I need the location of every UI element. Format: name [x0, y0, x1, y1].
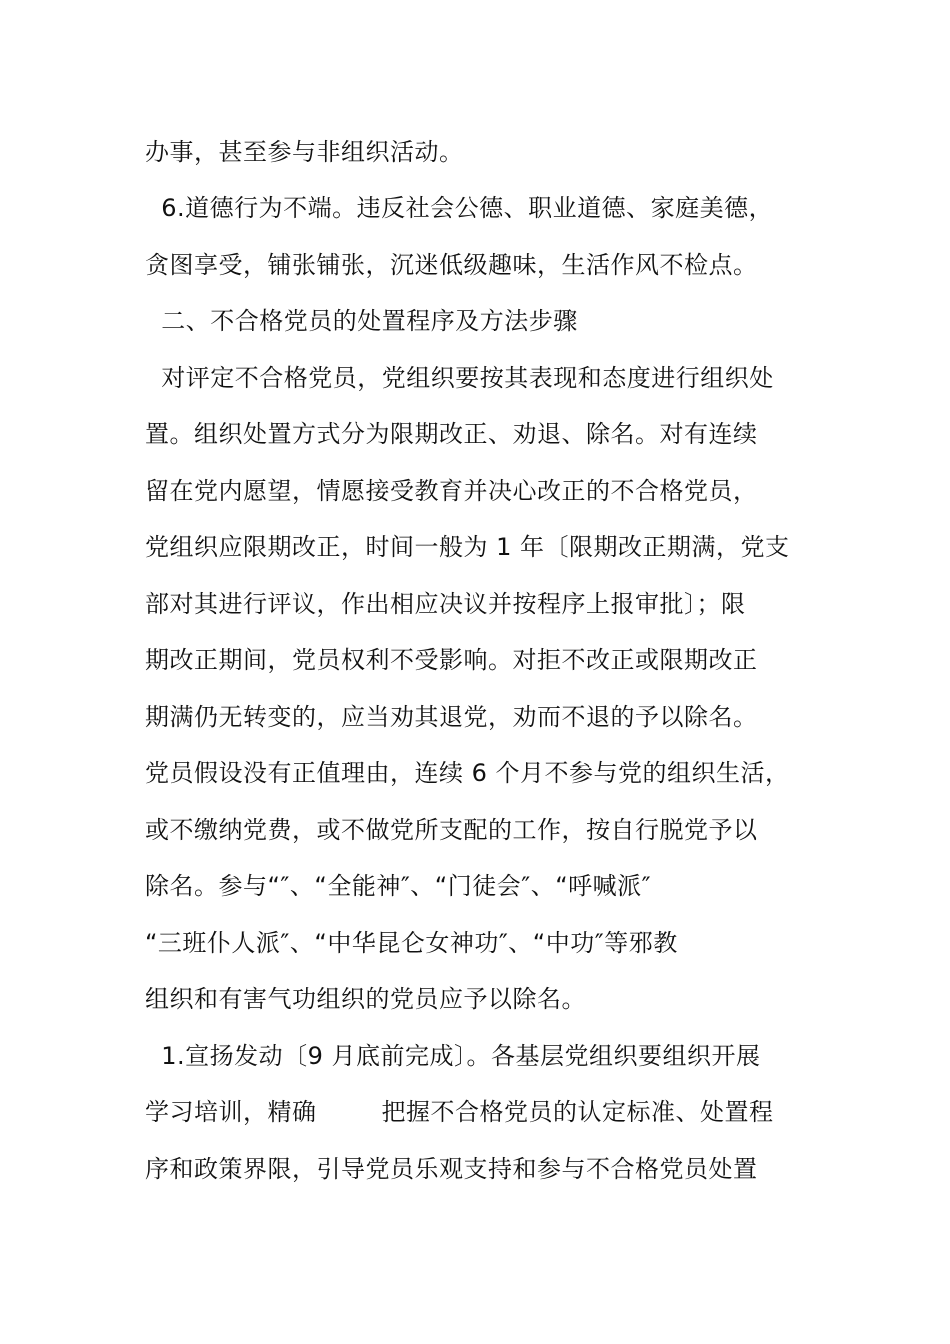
text-line: 期满仍无转变的，应当劝其退党，劝而不退的予以除名。 [145, 703, 758, 731]
text-line: 党员假设没有正值理由，连续 6 个月不参与党的组织生活， [145, 759, 790, 787]
text-line: 党组织应限期改正，时间一般为 1 年〔限期改正期满，党支 [145, 533, 790, 561]
text-line: 6.道德行为不端。违反社会公德、职业道德、家庭美德， [145, 194, 774, 222]
text-line: 或不缴纳党费，或不做党所支配的工作，按自行脱党予以 [145, 816, 758, 844]
text-line: “三班仆人派″、“中华昆仑女神功″、“中功″等邪教 [145, 929, 678, 957]
text-line: 部对其进行评议，作出相应决议并按程序上报审批〕；限 [145, 590, 746, 618]
text-line: 贪图享受，铺张铺张，沉迷低级趣味，生活作风不检点。 [145, 251, 758, 279]
text-line: 办事，甚至参与非组织活动。 [145, 138, 464, 166]
text-line: 学习培训，精确 把握不合格党员的认定标准、处置程 [145, 1098, 774, 1126]
text-line: 留在党内愿望，情愿接受教育并决心改正的不合格党员， [145, 477, 758, 505]
text-line: 1.宣扬发动〔9 月底前完成〕。各基层党组织要组织开展 [145, 1042, 761, 1070]
text-line: 序和政策界限，引导党员乐观支持和参与不合格党员处置 [145, 1155, 758, 1183]
section-heading: 二、不合格党员的处置程序及方法步骤 [145, 307, 578, 335]
text-line: 组织和有害气功组织的党员应予以除名。 [145, 985, 586, 1013]
text-line: 置。组织处置方式分为限期改正、劝退、除名。对有连续 [145, 420, 758, 448]
text-line: 除名。参与“″、“全能神″、“门徒会″、“呼喊派″ [145, 872, 652, 900]
text-line: 期改正期间，党员权利不受影响。对拒不改正或限期改正 [145, 646, 758, 674]
text-line: 对评定不合格党员，党组织要按其表现和态度进行组织处 [145, 364, 774, 392]
